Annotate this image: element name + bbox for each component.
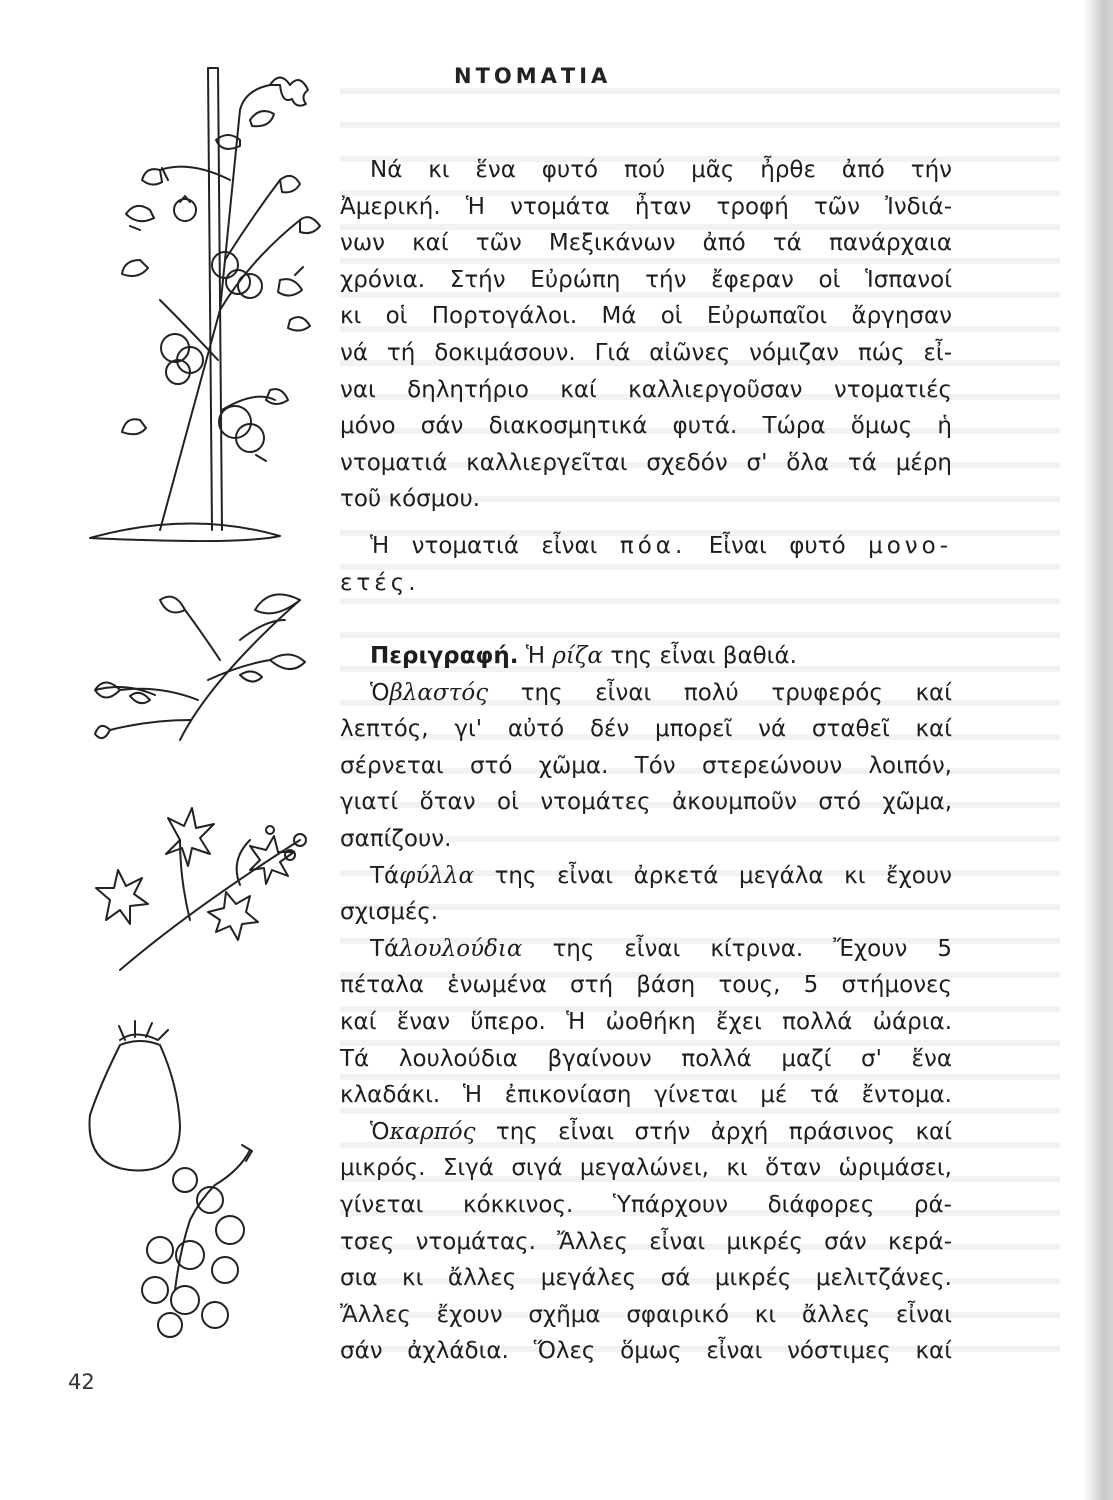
stem-text-line: λεπτός, γι' αὐτό δέν μπορεῖ νά σταθεῖ καί: [340, 716, 952, 743]
fruit-post: της εἶναι στήν ἀρχή πράσινος καί: [495, 1118, 953, 1145]
flowers-illustration: [70, 800, 320, 980]
leaves-pre: Τά: [370, 862, 400, 889]
classification-lead: Ἡ ντοματιά εἶναι: [370, 533, 598, 559]
term-mono: μονο-: [868, 533, 953, 559]
leaves-line: [340, 858, 952, 895]
leaf-illustration: [90, 580, 310, 750]
intro-line: Ἀμερική. Ἡ ντομάτα ἦταν τροφή τῶν Ἰνδιά-: [340, 193, 952, 220]
term-stem: βλαστός: [389, 679, 489, 706]
fruit-text-line: σια κι ἄλλες μεγάλες σά μικρές μελιτζάνες.: [340, 1265, 952, 1292]
page-number: 42: [68, 1370, 95, 1394]
intro-line: Νά κι ἕνα φυτό πού μᾶς ἦρθε ἀπό τήν: [370, 157, 952, 183]
root-pre: Ἡ: [525, 643, 546, 669]
flowers-text-line: κλαδάκι. Ἡ ἐπικονίαση γίνεται μέ τά ἔντομα.: [340, 1082, 952, 1109]
flowers-text-line: καί ἕναν ὕπερο. Ἡ ὠοθήκη ἔχει πολλά ὠάρια.: [340, 1008, 952, 1035]
flowers-text-line: πέταλα ἑνωμένα στή βάση τους, 5 στήμονες: [340, 972, 952, 999]
stem-text-line: σαπίζουν.: [340, 825, 452, 852]
tomato-plant-illustration: [80, 60, 340, 580]
intro-line: χρόνια. Στήν Εὐρώπη τήν ἔφεραν οἱ Ἱσπανοί: [340, 266, 952, 293]
fruit-line: [340, 1114, 952, 1151]
root-line: [340, 638, 952, 675]
cherry-tomato-illustration: [130, 1140, 260, 1340]
intro-line: κι οἱ Πορτογάλοι. Μά οἱ Εὐρωπαῖοι ἄργησαν: [340, 303, 952, 330]
description-section: [340, 638, 952, 1370]
intro-line: ναι δηλητήριο καί καλλιεργοῦσαν ντοματιές: [340, 376, 952, 403]
classification-paragraph: [340, 528, 952, 601]
term-fruit: καρπός: [389, 1118, 476, 1145]
stem-text-line: γιατί ὅταν οἱ ντομάτες ἀκουμποῦν στό χῶμα,: [340, 789, 952, 816]
classification-line: [340, 528, 952, 565]
flowers-line: [340, 931, 952, 968]
root-post: της εἶναι βαθιά.: [610, 643, 797, 669]
page-edge-shadow: [1083, 0, 1113, 1500]
fruit-pre: Ὁ: [370, 1118, 390, 1145]
leaves-post: της εἶναι ἀρκετά μεγάλα κι ἔχουν: [494, 862, 953, 889]
classification-mid: Εἶναι φυτό: [708, 533, 846, 559]
fruit-text-line: τσες ντομάτας. Ἄλλες εἶναι μικρές σάν κεpά-: [340, 1228, 952, 1255]
stem-pre: Ὁ: [370, 679, 390, 706]
flowers-post: της εἶναι κίτρινα. Ἔχουν 5: [552, 935, 953, 962]
stem-text-line: σέρνεται στό χῶμα. Τόν στερεώνουν λοιπόν,: [340, 752, 952, 779]
stem-line: [340, 675, 952, 712]
intro-line: νά τή δοκιμάσουν. Γιά αἰῶνες νόμιζαν πώς εἶ-: [340, 339, 952, 366]
intro-line: μόνο σάν διακοσμητικά φυτά. Τώρα ὅμως ἡ: [340, 413, 952, 440]
intro-line: ντοματιά καλλιεργεῖται σχεδόν σ' ὅλα τά μέρη: [340, 449, 952, 476]
page-title: ΝΤΟΜΑΤΙΑ: [454, 64, 612, 88]
intro-line: τοῦ κόσμου.: [340, 486, 481, 513]
term-leaves: φύλλα: [399, 862, 474, 889]
stem-post: της εἶναι πολύ τρυφερός καί: [520, 679, 952, 706]
term-flowers: λουλούδια: [399, 935, 523, 962]
fruit-text-line: σάν ἀχλάδια. Ὅλες ὅμως εἶναι νόστιμες καί: [340, 1338, 952, 1365]
term-poa: πόα.: [619, 533, 687, 559]
description-heading: Περιγραφή.: [370, 643, 519, 669]
intro-paragraph: [340, 152, 952, 518]
fruit-text-line: Ἄλλες ἔχουν σχῆμα σφαιρικό κι ἄλλες εἶναι: [340, 1301, 952, 1328]
fruit-text-line: μικρός. Σιγά σιγά μεγαλώνει, κι ὅταν ὡριμάσει,: [340, 1155, 952, 1182]
intro-line: νων καί τῶν Μεξικάνων ἀπό τά πανάρχαια: [340, 230, 952, 257]
flowers-pre: Τά: [370, 935, 400, 962]
flowers-text-line: Τά λουλούδια βγαίνουν πολλά μαζί σ' ἕνα: [340, 1045, 952, 1072]
fruit-text-line: γίνεται κόκκινος. Ὑπάρχουν διάφορες ρά-: [340, 1191, 952, 1218]
term-root: ρίζα: [552, 643, 603, 669]
term-etes: ετές.: [340, 569, 420, 596]
leaves-end-line: σχισμές.: [340, 899, 439, 926]
